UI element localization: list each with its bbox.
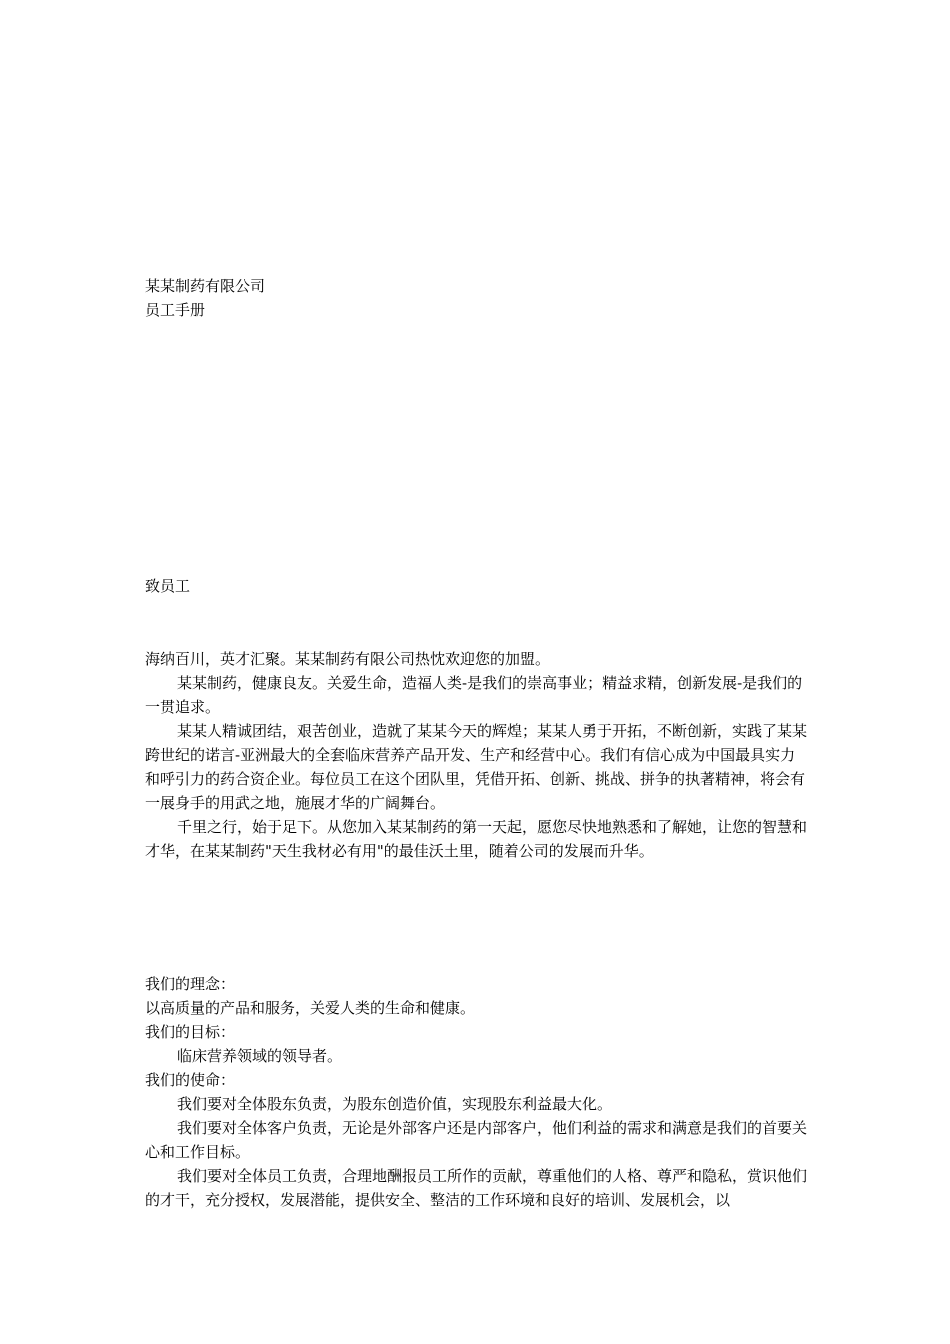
cover-section — [145, 274, 810, 322]
mission-item: 我们要对全体股东负责，为股东创造价值，实现股东利益最大化。 — [177, 1095, 613, 1113]
letter-paragraph: 某某人精诚团结，艰苦创业，造就了某某今天的辉煌；某某人勇于开拓，不断创新，实践了某某跨世纪的诺言-亚洲最大的全套临床营养产品开发、生产和经营中心。我们有信心成为中国最具实力和呼引力的药合资企业。每位员工在这个团队里，凭借开拓、创新、挑战、拼争的执著精神，将会有一展身手的用武之地，施展才华的广阔舞台。 — [145, 722, 808, 812]
letter-paragraph: 海纳百川，英才汇聚。某某制药有限公司热忱欢迎您的加盟。 — [145, 650, 551, 668]
letter-heading-section — [145, 574, 810, 598]
document-title: 员工手册 — [145, 301, 206, 319]
mission-label: 我们的使命： — [145, 1071, 236, 1089]
philosophy-text: 以高质量的产品和服务，关爱人类的生命和健康。 — [145, 999, 476, 1017]
letter-paragraph: 某某制药，健康良友。关爱生命，造福人类-是我们的崇高事业；精益求精，创新发展-是我们的一贯追求。 — [145, 674, 803, 716]
goal-text: 临床营养领域的领导者。 — [177, 1047, 343, 1065]
company-name: 某某制药有限公司 — [145, 277, 266, 295]
values-section — [145, 972, 810, 1212]
letter-heading: 致员工 — [145, 577, 191, 595]
philosophy-label: 我们的理念： — [145, 975, 236, 993]
goal-label: 我们的目标： — [145, 1023, 236, 1041]
mission-item: 我们要对全体客户负责，无论是外部客户还是内部客户，他们利益的需求和满意是我们的首要关心和工作目标。 — [145, 1119, 808, 1161]
welcome-letter — [145, 647, 810, 863]
mission-item: 我们要对全体员工负责，合理地酬报员工所作的贡献，尊重他们的人格、尊严和隐私，赏识他们的才干，充分授权，发展潜能，提供安全、整洁的工作环境和良好的培训、发展机会，以 — [145, 1167, 808, 1209]
letter-paragraph: 千里之行，始于足下。从您加入某某制药的第一天起，愿您尽快地熟悉和了解她，让您的智慧和才华，在某某制药"天生我材必有用"的最佳沃土里，随着公司的发展而升华。 — [145, 818, 808, 860]
